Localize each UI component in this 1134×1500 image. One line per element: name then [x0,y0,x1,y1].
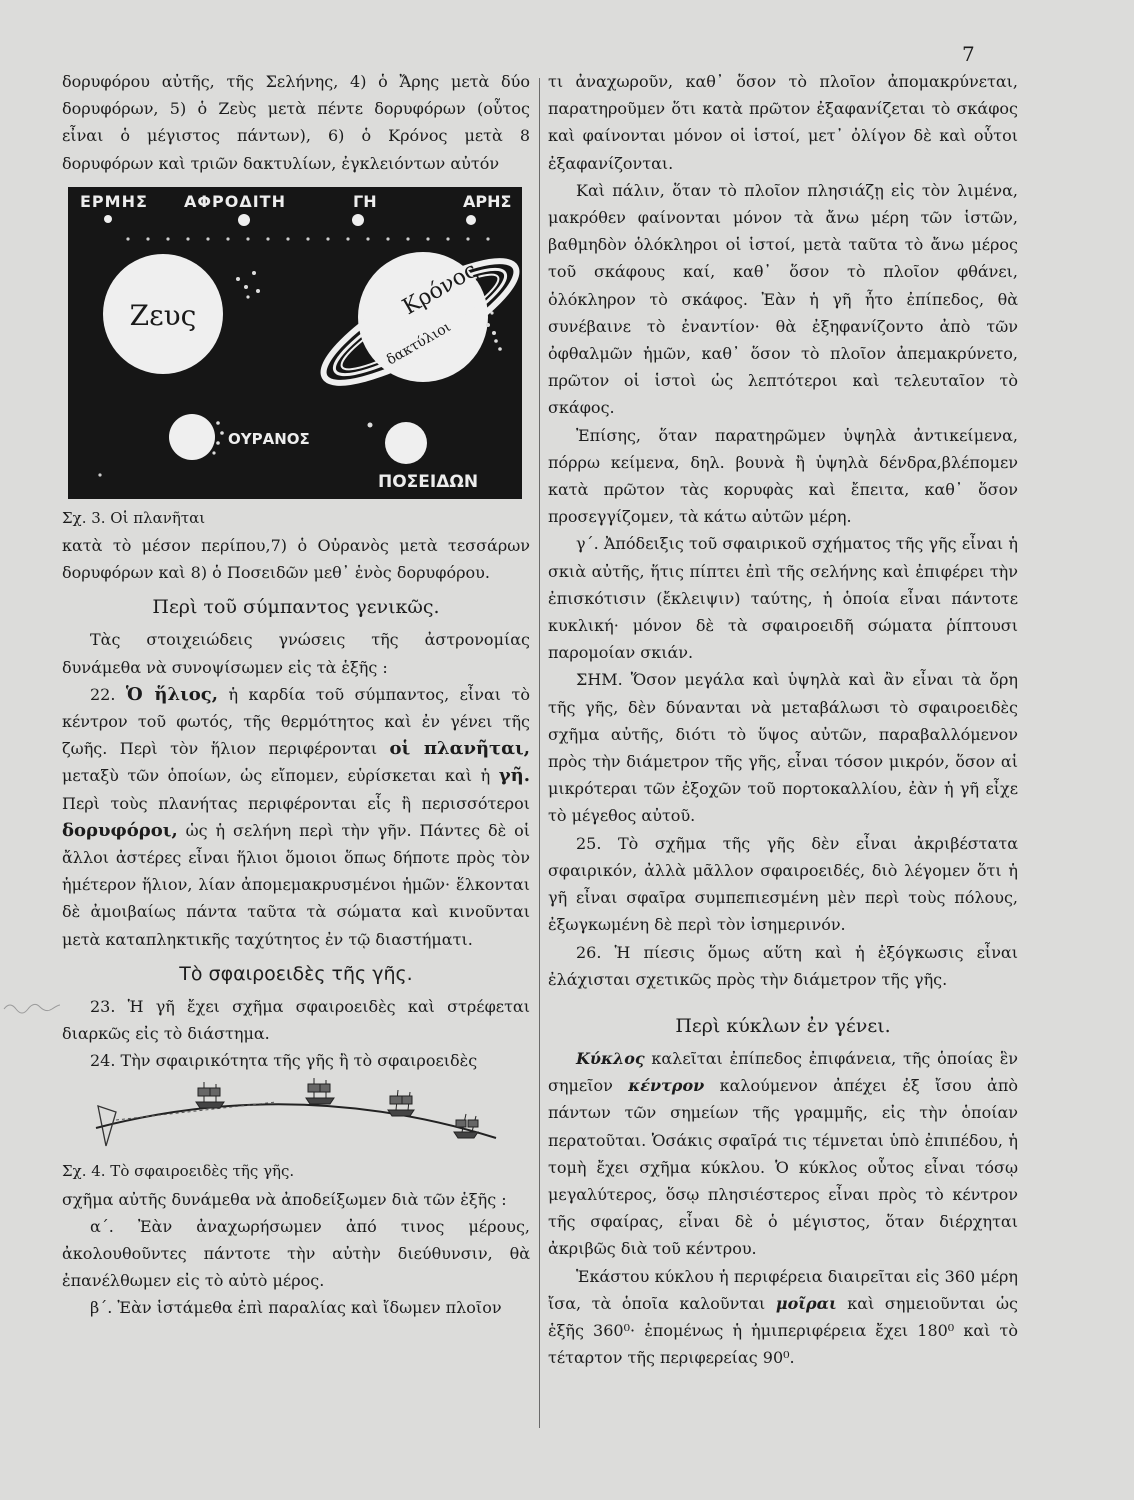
paragraph-summary: Τὰς στοιχειώδεις γνώσεις τῆς ἀστρονομίας δυνάμεθα νὰ συνοψίσωμεν εἰς τὰ ἑξῆς : [62,630,530,677]
figure4-caption: Σχ. 4. Τὸ σφαιροειδὲς τῆς γῆς. [62,1162,295,1181]
paragraph-26: 26. Ἡ πίεσις ὅμως αὕτη καὶ ἡ ἐξόγκωσις εἶναι ἐλάχισται σχετικῶς πρὸς τὴν διάμετρον τῆς γῆς. [548,942,1018,989]
left-column [62,68,530,1322]
page-number: 7 [962,42,975,66]
term-earth: γῆ. [498,765,530,787]
planet-mercury [104,215,112,223]
paragraph-after-fig4: σχῆμα αὐτῆς δυνάμεθα νὰ ἀποδείξωμεν διὰ τῶν ἑξῆς : [62,1189,507,1209]
term-degrees: μοῖραι [775,1293,837,1313]
label-poseidon: ΠΟΣΕΙΔΩΝ [378,471,479,492]
paragraph-degrees [548,1263,1018,1372]
paragraph-after-fig3: κατὰ τὸ μέσον περίπου,7) ὁ Οὐρανὸς μετὰ τεσσάρων δορυφόρων καὶ 8) ὁ Ποσειδῶν μεθ᾽ ἑνὸς δορυφόρου. [62,536,530,583]
p22-number: 22. [90,684,116,704]
paragraph-intro: δορυφόρου αὐτῆς, τῆς Σελήνης, 4) ὁ Ἄρης μετὰ δύο δορυφόρων, 5) ὁ Ζεὺς μετὰ πέντε δορυφόρων (οὗτος εἶναι ὁ μέγιστος πάντων), 6) ὁ Κρόνος μετὰ 8 δορυφόρων καὶ τριῶν δακτυλίων, ἐγκλειόντων αὐτόν [62,72,530,173]
earth-curve [96,1105,496,1139]
planet-earth [352,214,364,226]
paragraph-25: 25. Τὸ σχῆμα τῆς γῆς δὲν εἶναι ἀκριβέστατα σφαιρικόν, ἀλλὰ μᾶλλον σφαιροειδές, διὸ λέγομεν ὅτι ἡ γῆ εἶναι σφαῖρα συμπεπιεσμένη μὲν περὶ τοὺς πόλους, ἐξωγκωμένη δὲ περὶ τὸν ἰσημερινόν. [548,833,1018,935]
p22-text3: Περὶ τοὺς πλανήτας περιφέρονται εἷς ἢ περισσότεροι [62,793,530,813]
heading-circles: Περὶ κύκλων ἐν γένει. [675,1014,891,1037]
label-zeus: Ζευς [129,298,197,332]
term-center: κέντρον [628,1076,705,1096]
paragraph-circle [548,1045,1018,1263]
circle-text2: καλούμενον ἀπέχει ἐξ ἴσου ἀπὸ πάντων τῶν σημείων τῆς γραμμῆς, εἰς τὴν ὁποίαν περατοῦται. Ὁσάκις σφαῖρά τις τέμνεται ὑπὸ ἐπιπέδου, ἡ τομὴ ἔχει σχῆμα κύκλου. Ὁ κύκλος οὗτος εἶναι τόσῳ μεγαλύτερος, ὅσῳ πλησιέστερος εἶναι πρὸς τὸ κέντρον τῆς σφαίρας, εἶναι δὲ ὁ μέγιστος, ὅταν διέρχηται ἀκριβῶς διὰ τοῦ κέντρου. [548,1076,1018,1259]
neptune-moon [368,422,373,427]
heading-universe: Περὶ τοῦ σύμπαντος γενικῶς. [152,596,440,619]
paragraph-also: Ἐπίσης, ὅταν παρατηρῶμεν ὑψηλὰ ἀντικείμενα, πόρρω κείμενα, δηλ. βουνὰ ἢ ὑψηλὰ δένδρα,βλέπομεν κατὰ πρῶτον τὰς κορυφὰς καὶ ἔπειτα, καθ᾽ ὅσον προσεγγίζομεν, τὰ κάτω αὐτῶν μέρη. [548,425,1018,527]
planet-neptune [385,422,427,464]
circle-text1: καλεῖται ἐπίπεδος ἐπιφάνεια, τῆς ὁποίας ἓν σημεῖον [548,1048,1018,1096]
label-ermis: ΕΡΜΗΣ [80,191,148,211]
star-dot [98,473,101,476]
term-circle: Κύκλος [576,1048,645,1068]
heading-sphere: Τὸ σφαιροειδὲς τῆς γῆς. [179,962,413,985]
p22-text1: ἡ καρδία τοῦ σύμπαντος, εἶναι τὸ κέντρον τοῦ φωτός, τῆς θερμότητος καὶ ἐν γένει τῆς ζωῆς. Περὶ τὸν ἥλιον περιφέρονται [62,684,530,759]
term-satellites: δορυφόροι, [62,819,178,841]
planet-uranus [169,414,215,460]
ship-4 [454,1114,478,1138]
figure3-caption: Σχ. 3. Οἱ πλανῆται [62,508,206,527]
paragraph-24: 24. Τὴν σφαιρικότητα τῆς γῆς ἢ τὸ σφαιροειδὲς [90,1051,478,1071]
label-daktylioi: δακτύλιοι [384,318,454,369]
degrees-text2: καὶ σημειοῦνται ὡς ἑξῆς 360⁰· ἑπομένως ἡ ἡμιπεριφέρεια ἔχει 180⁰ καὶ τὸ τέταρτον τῆς περιφερείας 90⁰. [548,1293,1019,1368]
ship-3 [388,1090,414,1116]
label-kronos: Κρόνος [398,257,482,321]
term-planets: οἱ πλανῆται, [389,738,530,760]
paragraph-again: Καὶ πάλιν, ὅταν τὸ πλοῖον πλησιάζῃ εἰς τὸν λιμένα, μακρόθεν φαίνονται μόνον τὰ ἄνω μέρη τῶν ἱστῶν, βαθμηδὸν ὁλόκληροι οἱ ἱστοί, μετὰ ταῦτα τὸ ἄνω μέρος τοῦ σκάφους καί, καθ᾽ ὅσον τὸ πλοῖον φθάνει, ὁλόκληρον τὸ σκάφος. Ἐὰν ἡ γῆ ἦτο ἐπίπεδος, θὰ συνέβαινε τὸ ἐναντίον· θὰ ἐξηφανίζοντο ἀπὸ τῶν ὀφθαλμῶν ἡμῶν, καθ᾽ ὅσον τὸ πλοῖον ἀπεμακρύνετο, πρῶτον οἱ ἱστοὶ ὡς λεπτότεροι καὶ τελευταῖον τὸ σκάφος. [548,180,1018,418]
paragraph-gamma: γ΄. Ἀπόδειξις τοῦ σφαιρικοῦ σχήματος τῆς γῆς εἶναι ἡ σκιὰ αὐτῆς, ἥτις πίπτει ἐπὶ τῆς σελήνης καὶ ἐπιφέρει τὴν ἐπισκότισιν (ἔκλειψιν) ταύτης, ἡ ὁποία εἶναι πάντοτε κυκλική· μόνον δὲ τὰ σφαιροειδῆ σώματα ῥίπτουσι παρομοίαν σκιάν. [548,534,1018,663]
paragraph-alpha: α΄. Ἐὰν ἀναχωρήσωμεν ἀπό τινος μέρους, ἀκολουθοῦντες πάντοτε τὴν αὐτὴν διεύθυνσιν, θὰ ἐπανέλθωμεν εἰς τὸ αὐτὸ μέρος. [62,1216,530,1291]
ship-2 [306,1078,334,1104]
paragraph-22 [62,681,530,953]
p22-text4: ὡς ἡ σελήνη περὶ τὴν γῆν. Πάντες δὲ οἱ ἄλλοι ἀστέρες εἶναι ἥλιοι ὅμοιοι ὅπως δήποτε πρὸς τὸν ἡμέτερον ἥλιον, λίαν ἀπομεμακρυσμένοι ἡμῶν· ἕλκονται δὲ ἀμοιβαίως πάντα ταῦτα τὰ σώματα καὶ κινοῦνται μετὰ καταπληκτικῆς ταχύτητος ἐν τῷ διαστήματι. [62,820,530,949]
label-gi: ΓΗ [353,191,377,211]
column-divider [539,78,540,1428]
paragraph-note: ΣΗΜ. Ὅσον μεγάλα καὶ ὑψηλὰ καὶ ἂν εἶναι τὰ ὄρη τῆς γῆς, δὲν δύνανται νὰ μεταβάλωσι τὸ σφαιροειδὲς σχῆμα αὐτῆς, διότι τὸ ὕψος αὐτῶν, παραβαλλόμενον πρὸς τὴν διάμετρον τῆς γῆς, εἶναι τόσον μικρόν, ὅσον αἱ μικρότεραι τῶν ἐξοχῶν τοῦ πορτοκαλλίου, ἐὰν ἡ γῆ εἶχε τὸ μέγεθος αὐτοῦ. [548,670,1018,826]
right-column [548,68,1018,1371]
label-ouranos: ΟΥΡΑΝΟΣ [228,429,310,448]
label-afroditi: ΑΦΡΟΔΙΤΗ [184,191,286,211]
label-aris: ΑΡΗΣ [463,191,512,211]
planet-venus [238,214,250,226]
paragraph-cont: τι ἀναχωροῦν, καθ᾽ ὅσον τὸ πλοῖον ἀπομακρύνεται, παρατηροῦμεν ὅτι κατὰ πρῶτον ἐξαφανίζεται τὸ σκάφος καὶ φαίνονται μόνον οἱ ἱστοί, μετ᾽ ὀλίγον δὲ καὶ οὗτοι ἐξαφανίζονται. [548,72,1018,173]
p22-text2: μεταξὺ τῶν ὁποίων, ὡς εἴπομεν, εὑρίσκεται καὶ ἡ [62,766,499,786]
handwritten-margin-note [2,995,62,1017]
paragraph-beta: β΄. Ἐὰν ἱστάμεθα ἐπὶ παραλίας καὶ ἴδωμεν πλοῖον [90,1298,502,1318]
paragraph-23: 23. Ἡ γῆ ἔχει σχῆμα σφαιροειδὲς καὶ στρέφεται διαρκῶς εἰς τὸ διάστημα. [62,996,530,1044]
ship-1 [196,1082,224,1108]
term-sun: Ὁ ἥλιος, [125,683,219,705]
figure-earth-curvature [76,1076,516,1156]
degrees-text1: Ἑκάστου κύκλου ἡ περιφέρεια διαιρεῖται εἰς 360 μέρη ἴσα, τὰ ὁποῖα καλοῦνται [548,1266,1018,1313]
figure-planets [68,187,522,499]
planet-mars [466,215,476,225]
